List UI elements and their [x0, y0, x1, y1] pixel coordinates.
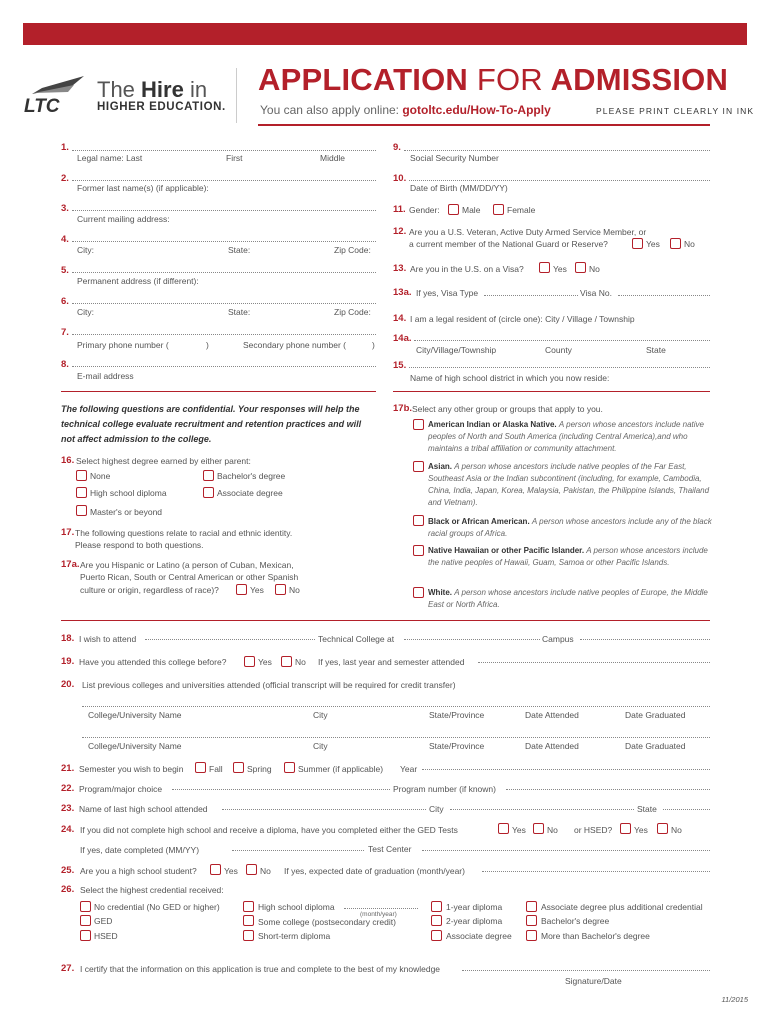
race-white: White. A person whose ancestors include native peoples of Europe, the Middle East or North Africa. — [428, 588, 708, 609]
q26-short-term-label: Short-term diploma — [258, 931, 331, 941]
q18-campus-fill[interactable] — [580, 632, 710, 640]
q21-spring-checkbox[interactable] — [233, 762, 244, 773]
q27-number: 27. — [61, 963, 75, 974]
q26-some-college-checkbox[interactable] — [243, 915, 254, 926]
q24-ged-yes-checkbox[interactable] — [498, 823, 509, 834]
q24-number: 24. — [61, 824, 75, 835]
q18-college-label: Technical College at — [318, 634, 395, 644]
q23-school-line[interactable] — [222, 802, 426, 810]
q20-col-name: College/University Name — [88, 710, 182, 720]
q26-ged-checkbox[interactable] — [80, 915, 91, 926]
q26-month-year-hint: (month/year) — [360, 911, 397, 918]
q14-label: I am a legal resident of (circle one): City / Village / Township — [410, 314, 635, 324]
q16-highschool-label: High school diploma — [90, 488, 167, 498]
q13a-label: If yes, Visa Type — [416, 288, 479, 298]
q13a-visa-type-line[interactable] — [484, 288, 578, 296]
q23-city-line[interactable] — [450, 802, 634, 810]
q25-no-checkbox[interactable] — [246, 864, 257, 875]
q26-2yr-label: 2-year diploma — [446, 916, 503, 926]
q12-no-checkbox[interactable] — [670, 238, 681, 249]
q8-number: 8. — [61, 359, 69, 370]
q12-yes-checkbox[interactable] — [632, 238, 643, 249]
q19-number: 19. — [61, 656, 75, 667]
q18-college-line[interactable] — [145, 632, 315, 640]
q16-none-label: None — [90, 471, 111, 481]
q23-state-label: State — [637, 804, 657, 814]
q24-test-center-line[interactable] — [422, 843, 710, 851]
q6-label-zip: Zip Code: — [334, 307, 371, 317]
q25-label: Are you a high school student? — [80, 866, 197, 876]
q24-ged-no-checkbox[interactable] — [533, 823, 544, 834]
q21-year-line[interactable] — [422, 762, 710, 770]
q21-spring-label: Spring — [247, 764, 272, 774]
q26-1yr-checkbox[interactable] — [431, 901, 442, 912]
q24-ged-yes-label: Yes — [512, 825, 526, 835]
q14a-line[interactable] — [414, 333, 710, 341]
q10-number: 10. — [393, 173, 407, 184]
q11-male-label: Male — [462, 205, 481, 215]
q17a-yes-label: Yes — [250, 585, 264, 595]
q18-campus-label: Campus — [542, 634, 574, 644]
q20-col-name-2: College/University Name — [88, 741, 182, 751]
q17a-number: 17a. — [61, 559, 80, 570]
q23-city-label: City — [429, 804, 444, 814]
q25-yes-checkbox[interactable] — [210, 864, 221, 875]
q5-line[interactable] — [72, 265, 376, 273]
q26-short-term-checkbox[interactable] — [243, 930, 254, 941]
q4-label-state: State: — [228, 245, 251, 255]
q26-no-credential-checkbox[interactable] — [80, 901, 91, 912]
q19-no-checkbox[interactable] — [281, 656, 292, 667]
q14-number: 14. — [393, 313, 407, 324]
q19-no-label: No — [295, 657, 306, 667]
q26-hs-diploma-checkbox[interactable] — [243, 901, 254, 912]
q18-label: I wish to attend — [79, 634, 137, 644]
q25-yes-label: Yes — [224, 866, 238, 876]
q7-label-secondary-close: ) — [372, 340, 375, 350]
q6-line[interactable] — [72, 296, 376, 304]
q20-col-state-2: State/Province — [429, 741, 485, 751]
ltc-logo — [22, 74, 94, 116]
q26-more-bachelors-checkbox[interactable] — [526, 930, 537, 941]
top-banner — [23, 23, 747, 45]
q1-label-last: Legal name: Last — [77, 153, 143, 163]
q7-line[interactable] — [72, 327, 376, 335]
q17a-no-checkbox[interactable] — [275, 584, 286, 595]
print-clearly-note: PLEASE PRINT CLEARLY IN INK — [596, 106, 755, 116]
q23-number: 23. — [61, 803, 75, 814]
q26-associate-label: Associate degree — [446, 931, 512, 941]
q22-number-label: Program number (if known) — [393, 784, 496, 794]
q26-more-bachelors-label: More than Bachelor's degree — [541, 931, 650, 941]
q9-label: Social Security Number — [410, 153, 499, 163]
q13-yes-checkbox[interactable] — [539, 262, 550, 273]
q17b-label: Select any other group or groups that apply to you. — [412, 404, 603, 414]
brand-higher-education: HIGHER EDUCATION. — [97, 101, 226, 113]
q14a-label-state: State — [646, 345, 666, 355]
q13a-number: 13a. — [393, 287, 412, 298]
q20-col-state: State/Province — [429, 710, 485, 720]
q20-col-city-2: City — [313, 741, 328, 751]
q20-col-graduated: Date Graduated — [625, 710, 686, 720]
q25-number: 25. — [61, 865, 75, 876]
q4-label-zip: Zip Code: — [334, 245, 371, 255]
q24-date-line[interactable] — [232, 843, 364, 851]
q6-label-city: City: — [77, 307, 94, 317]
q21-summer-checkbox[interactable] — [284, 762, 295, 773]
apply-online-url: gotoltc.edu/How-To-Apply — [402, 103, 551, 117]
q20-number: 20. — [61, 679, 75, 690]
race-white-checkbox[interactable] — [413, 587, 424, 598]
q20-col-attended: Date Attended — [525, 710, 579, 720]
q12-number: 12. — [393, 226, 407, 237]
q17a-text-1: Are you Hispanic or Latino (a person of Cuban, Mexican, — [80, 560, 294, 570]
q26-hsed-label: HSED — [94, 931, 118, 941]
q12-text-2: a current member of the National Guard or Reserve? — [409, 239, 608, 249]
q17-text-1: The following questions relate to racial and ethnic identity. — [75, 528, 293, 538]
q20-col-graduated-2: Date Graduated — [625, 741, 686, 751]
ltc-logo-text: LTC — [24, 96, 60, 116]
q13a-visa-no-line[interactable] — [618, 288, 710, 296]
q11-label: Gender: — [409, 205, 440, 215]
q19-label: Have you attended this college before? — [79, 657, 227, 667]
q26-2yr-checkbox[interactable] — [431, 915, 442, 926]
q7-label-secondary: Secondary phone number ( — [243, 340, 347, 350]
q4-label-city: City: — [77, 245, 94, 255]
q2-line[interactable] — [72, 173, 376, 181]
race-black: Black or African American. A person whose ancestors include any of the black racial groups of Africa. — [428, 517, 712, 538]
q25-followup-label: If yes, expected date of graduation (month/year) — [284, 866, 465, 876]
q16-highschool-checkbox[interactable] — [76, 487, 87, 498]
q2-label: Former last name(s) (if applicable): — [77, 183, 209, 193]
q12-no-label: No — [684, 239, 695, 249]
header-rule — [258, 124, 710, 126]
bottom-section-rule — [61, 620, 710, 621]
q27-signature-line[interactable] — [462, 963, 710, 971]
q17-number: 17. — [61, 527, 75, 538]
q17a-text-3: culture or origin, regardless of race)? — [80, 585, 219, 595]
q24-hsed-no-label: No — [671, 825, 682, 835]
q16-associate-label: Associate degree — [217, 488, 283, 498]
q19-yes-checkbox[interactable] — [244, 656, 255, 667]
q15-number: 15. — [393, 360, 407, 371]
q13-number: 13. — [393, 263, 407, 274]
q26-number: 26. — [61, 884, 75, 895]
q22-number: 22. — [61, 783, 75, 794]
q24-hsed-yes-label: Yes — [634, 825, 648, 835]
q26-1yr-label: 1-year diploma — [446, 902, 503, 912]
q10-line[interactable] — [409, 173, 710, 181]
q1-number: 1. — [61, 142, 69, 153]
q24-hsed-yes-checkbox[interactable] — [620, 823, 631, 834]
q9-line[interactable] — [404, 143, 710, 151]
brand-hire: Hire — [141, 77, 184, 102]
q19-followup-label: If yes, last year and semester attended — [318, 657, 465, 667]
q24-label: If you did not complete high school and receive a diploma, have you completed either the GED Tests — [80, 825, 458, 835]
form-version: 11/2015 — [721, 995, 748, 1004]
q24-ged-no-label: No — [547, 825, 558, 835]
q23-label: Name of last high school attended — [79, 804, 208, 814]
q21-fall-label: Fall — [209, 764, 223, 774]
q12-text-1: Are you a U.S. Veteran, Active Duty Armed Service Member, or — [409, 227, 647, 237]
q10-label: Date of Birth (MM/DD/YY) — [410, 183, 508, 193]
q22-label: Program/major choice — [79, 784, 163, 794]
q9-number: 9. — [393, 142, 401, 153]
q26-associate-checkbox[interactable] — [431, 930, 442, 941]
q21-year-label: Year — [400, 764, 418, 774]
brand-tagline — [97, 77, 207, 103]
q1-label-first: First — [226, 153, 243, 163]
q18-campus-line[interactable] — [404, 632, 540, 640]
race-black-checkbox[interactable] — [413, 515, 424, 526]
q11-female-checkbox[interactable] — [493, 204, 504, 215]
left-section-rule — [61, 391, 376, 392]
q15-label: Name of high school district in which you now reside: — [410, 373, 610, 383]
q1-line[interactable] — [72, 143, 376, 151]
q16-masters-label: Master's or beyond — [90, 507, 163, 517]
race-american-indian-checkbox[interactable] — [413, 419, 424, 430]
q26-bachelors-checkbox[interactable] — [526, 915, 537, 926]
q20-label: List previous colleges and universities attended (official transcript will be required for credit transfer) — [82, 680, 456, 690]
q16-masters-checkbox[interactable] — [76, 505, 87, 516]
q13-yes-label: Yes — [553, 264, 567, 274]
q17-text-2: Please respond to both questions. — [75, 540, 204, 550]
race-asian-checkbox[interactable] — [413, 461, 424, 472]
q26-hs-diploma-line[interactable] — [344, 901, 418, 909]
q23-state-line[interactable] — [663, 802, 710, 810]
race-pacific-islander-checkbox[interactable] — [413, 545, 424, 556]
q26-ged-label: GED — [94, 916, 113, 926]
q22-program-line[interactable] — [172, 782, 390, 790]
q26-some-college-label: Some college (postsecondary credit) — [258, 917, 396, 927]
q7-label-primary-close: ) — [206, 340, 209, 350]
race-asian: Asian. A person whose ancestors include native peoples of the Far East, Southeast Asia or the Indian subcontinent (including, for example, Cambodia, China, India, Japan, Korea, Malaysia, Pakistan, the Philippine Islands, Thailand and Vietnam). — [428, 462, 710, 507]
q3-number: 3. — [61, 203, 69, 214]
q6-number: 6. — [61, 296, 69, 307]
q24-hsed-label: or HSED? — [574, 825, 613, 835]
q22-number-line[interactable] — [506, 782, 710, 790]
q17a-yes-checkbox[interactable] — [236, 584, 247, 595]
q26-no-credential-label: No credential (No GED or higher) — [94, 902, 220, 912]
title-admission: ADMISSION — [550, 62, 729, 97]
q12-yes-label: Yes — [646, 239, 660, 249]
q26-bachelors-label: Bachelor's degree — [541, 916, 610, 926]
q14a-label-county: County — [545, 345, 572, 355]
title-for: FOR — [476, 62, 543, 97]
q25-no-label: No — [260, 866, 271, 876]
q26-hsed-checkbox[interactable] — [80, 930, 91, 941]
q25-line[interactable] — [482, 864, 710, 872]
q16-label: Select highest degree earned by either parent: — [76, 456, 251, 466]
q21-summer-label: Summer (if applicable) — [298, 764, 384, 774]
q11-female-label: Female — [507, 205, 536, 215]
page-title — [258, 62, 728, 98]
q14a-label-city: City/Village/Township — [416, 345, 497, 355]
title-application: APPLICATION — [258, 62, 469, 97]
apply-online-note — [260, 103, 551, 117]
q20-col-attended-2: Date Attended — [525, 741, 579, 751]
brand-the: The — [97, 77, 135, 102]
q13-label: Are you in the U.S. on a Visa? — [410, 264, 524, 274]
header-divider — [236, 68, 237, 123]
q26-hs-diploma-label: High school diploma — [258, 902, 335, 912]
q11-number: 11. — [393, 204, 406, 215]
q20-row1-line[interactable] — [82, 699, 710, 707]
confidential-intro: The following questions are confidential. Your responses will help the technical college evaluate recruitment and retention practices and will not affect admission to the college. — [61, 404, 362, 444]
q27-label: I certify that the information on this application is true and complete to the best of my knowledge — [80, 964, 441, 974]
q18-number: 18. — [61, 633, 75, 644]
q27-signature-label: Signature/Date — [565, 976, 622, 986]
q11-male-checkbox[interactable] — [448, 204, 459, 215]
q1-label-middle: Middle — [320, 153, 346, 163]
q17a-text-2: Puerto Rican, South or Central American or other Spanish — [80, 572, 299, 582]
apply-online-label: You can also apply online: — [260, 103, 399, 117]
q16-none-checkbox[interactable] — [76, 470, 87, 481]
q20-col-city: City — [313, 710, 328, 720]
q8-line[interactable] — [72, 359, 376, 367]
q14a-number: 14a. — [393, 333, 412, 344]
q21-fall-checkbox[interactable] — [195, 762, 206, 773]
q26-assoc-plus-checkbox[interactable] — [526, 901, 537, 912]
q3-label: Current mailing address: — [77, 214, 170, 224]
q4-line[interactable] — [72, 234, 376, 242]
q2-number: 2. — [61, 173, 69, 184]
race-american-indian: American Indian or Alaska Native. A person whose ancestors include native peoples of North and South America (including Central America),and who maintains a tribal affiliation or community attachment. — [428, 420, 704, 453]
q5-number: 5. — [61, 265, 69, 276]
q24-date-label: If yes, date completed (MM/YY) — [80, 845, 200, 855]
q16-bachelors-label: Bachelor's degree — [217, 471, 286, 481]
right-section-rule — [393, 391, 710, 392]
q13a-visa-no-label: Visa No. — [580, 288, 612, 298]
q26-label: Select the highest credential received: — [80, 885, 224, 895]
q5-label: Permanent address (if different): — [77, 276, 199, 286]
q3-line[interactable] — [72, 203, 376, 211]
q7-label-primary: Primary phone number ( — [77, 340, 169, 350]
q6-label-state: State: — [228, 307, 251, 317]
q21-label: Semester you wish to begin — [79, 764, 184, 774]
q26-assoc-plus-label: Associate degree plus additional credential — [541, 902, 703, 912]
q15-line[interactable] — [409, 360, 710, 368]
q13-no-checkbox[interactable] — [575, 262, 586, 273]
q19-yes-label: Yes — [258, 657, 272, 667]
q13-no-label: No — [589, 264, 600, 274]
q19-line[interactable] — [478, 655, 710, 663]
q24-test-center-label: Test Center — [368, 844, 412, 854]
q20-row2-line[interactable] — [82, 730, 710, 738]
brand-in: in — [189, 77, 208, 102]
q21-number: 21. — [61, 763, 75, 774]
q17a-no-label: No — [289, 585, 300, 595]
q4-number: 4. — [61, 234, 69, 245]
q16-bachelors-checkbox[interactable] — [203, 470, 214, 481]
q17b-number: 17b. — [393, 403, 413, 414]
q24-hsed-no-checkbox[interactable] — [657, 823, 668, 834]
q7-number: 7. — [61, 327, 69, 338]
q16-associate-checkbox[interactable] — [203, 487, 214, 498]
race-pacific-islander: Native Hawaiian or other Pacific Islander. A person whose ancestors include the native peoples of Hawaii, Guam, Samoa or other Pacific Islands. — [428, 546, 708, 567]
q8-label: E-mail address — [77, 371, 134, 381]
q16-number: 16. — [61, 455, 75, 466]
